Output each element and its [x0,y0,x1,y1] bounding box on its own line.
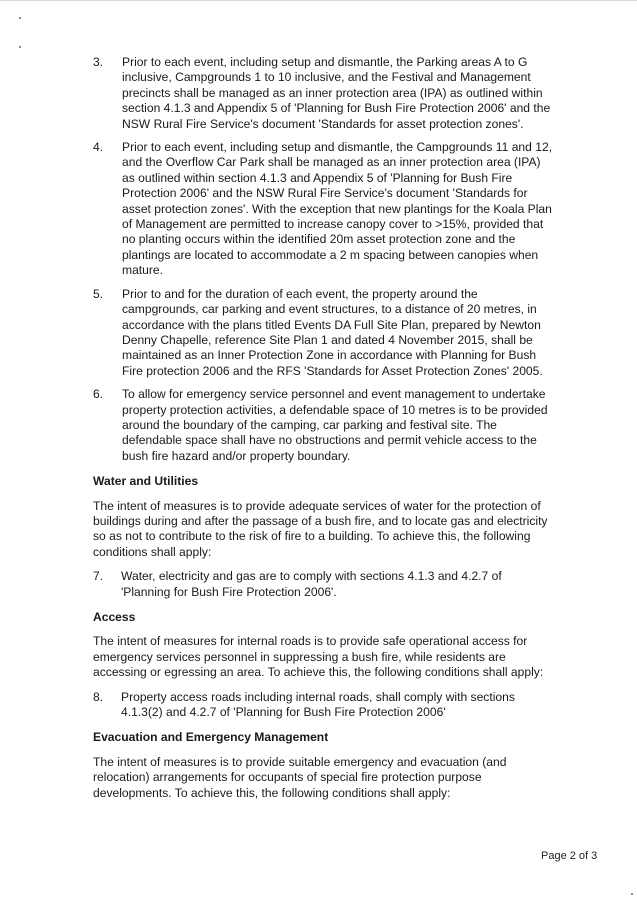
scan-speck [19,17,21,19]
condition-item-8 [93,690,553,721]
section-intro-evacuation: The intent of measures is to provide suitable emergency and evacuation (and relocation) arrangements for occupants of special fire protection purpose developments. To achieve this, the following conditions shall apply: [93,754,507,800]
condition-number: 5. [93,286,104,301]
condition-text: Prior to and for the duration of each event, the property around the campgrounds, car parking and event structures, to a distance of 20 metres, in accordance with the plans titled Events DA Full Site Plan, prepared by Newton Denny Chapelle, reference Site Plan 1 and dated 4 November 2015, shall be maintained as an Inner Protection Zone in accordance with Planning for Bush Fire protection 2006 and the RFS 'Standards for Asset Protection Zones' 2005. [122,286,543,378]
condition-item-5 [93,287,553,379]
condition-number: 7. [93,569,104,584]
section-heading-water: Water and Utilities [93,474,199,489]
condition-text: Water, electricity and gas are to comply with sections 4.1.3 and 4.2.7 of 'Planning for Bush Fire Protection 2006'. [121,569,502,599]
page-number: Page 2 of 3 [541,850,598,862]
condition-number: 8. [93,689,104,704]
condition-number: 4. [93,140,104,155]
section-intro-water: The intent of measures is to provide adequate services of water for the protection of buildings during and after the passage of a bush fire, and to locate gas and electricity so as not to contribute to the risk of fire to a building. To achieve this, the following conditions shall apply: [93,498,548,559]
condition-item-3 [93,55,553,132]
condition-text: Property access roads including internal roads, shall comply with sections 4.1.3(2) and 4.2.7 of 'Planning for Bush Fire Protection 2006' [121,689,515,720]
condition-number: 3. [93,55,104,69]
scan-speck [19,46,21,48]
section-heading-access: Access [93,610,136,624]
condition-number: 6. [93,387,104,402]
scan-edge-line [0,0,637,1]
condition-text: Prior to each event, including setup and dismantle, the Campgrounds 11 and 12, and the Overflow Car Park shall be managed as an inner protection area (IPA) as outlined within section 4.1.3 and Appendix 5 of 'Planning for Bush Fire Protection 2006' and the NSW Rural Fire Service's document 'Standards for asset protection zones'. With the exception that new plantings for the Koala Plan of Management are permitted to increase canopy cover to >15%, provided that no planting occurs within the identified 20m asset protection zone and the plantings are located to accommodate a 2 m spacing between canopies when mature. [122,140,553,278]
condition-text: Prior to each event, including setup and dismantle, the Parking areas A to G inclusive, Campgrounds 1 to 10 inclusive, and the Festival and Management precincts shall be managed as an inner protection area (IPA) as outlined within section 4.1.3 and Appendix 5 of 'Planning for Bush Fire Protection 2006' and the NSW Rural Fire Service's document 'Standards for asset protection zones'. [122,55,551,131]
condition-text: To allow for emergency service personnel and event management to undertake property protection activities, a defendable space of 10 metres is to be provided around the boundary of the camping, car parking and festival site. The defendable space shall have no obstructions and permit vehicle access to the bush fire hazard and/or property boundary. [122,387,548,463]
condition-item-6 [93,387,553,464]
document-body [93,55,553,810]
section-intro-access: The intent of measures for internal roads is to provide safe operational access for emergency services personnel in suppressing a bush fire, while residents are accessing or egressing an area. To achieve this, the following conditions shall apply: [93,634,544,680]
section-heading-evacuation: Evacuation and Emergency Management [93,730,329,745]
condition-item-7 [93,569,553,600]
condition-item-4 [93,140,553,279]
scan-speck [631,893,633,895]
